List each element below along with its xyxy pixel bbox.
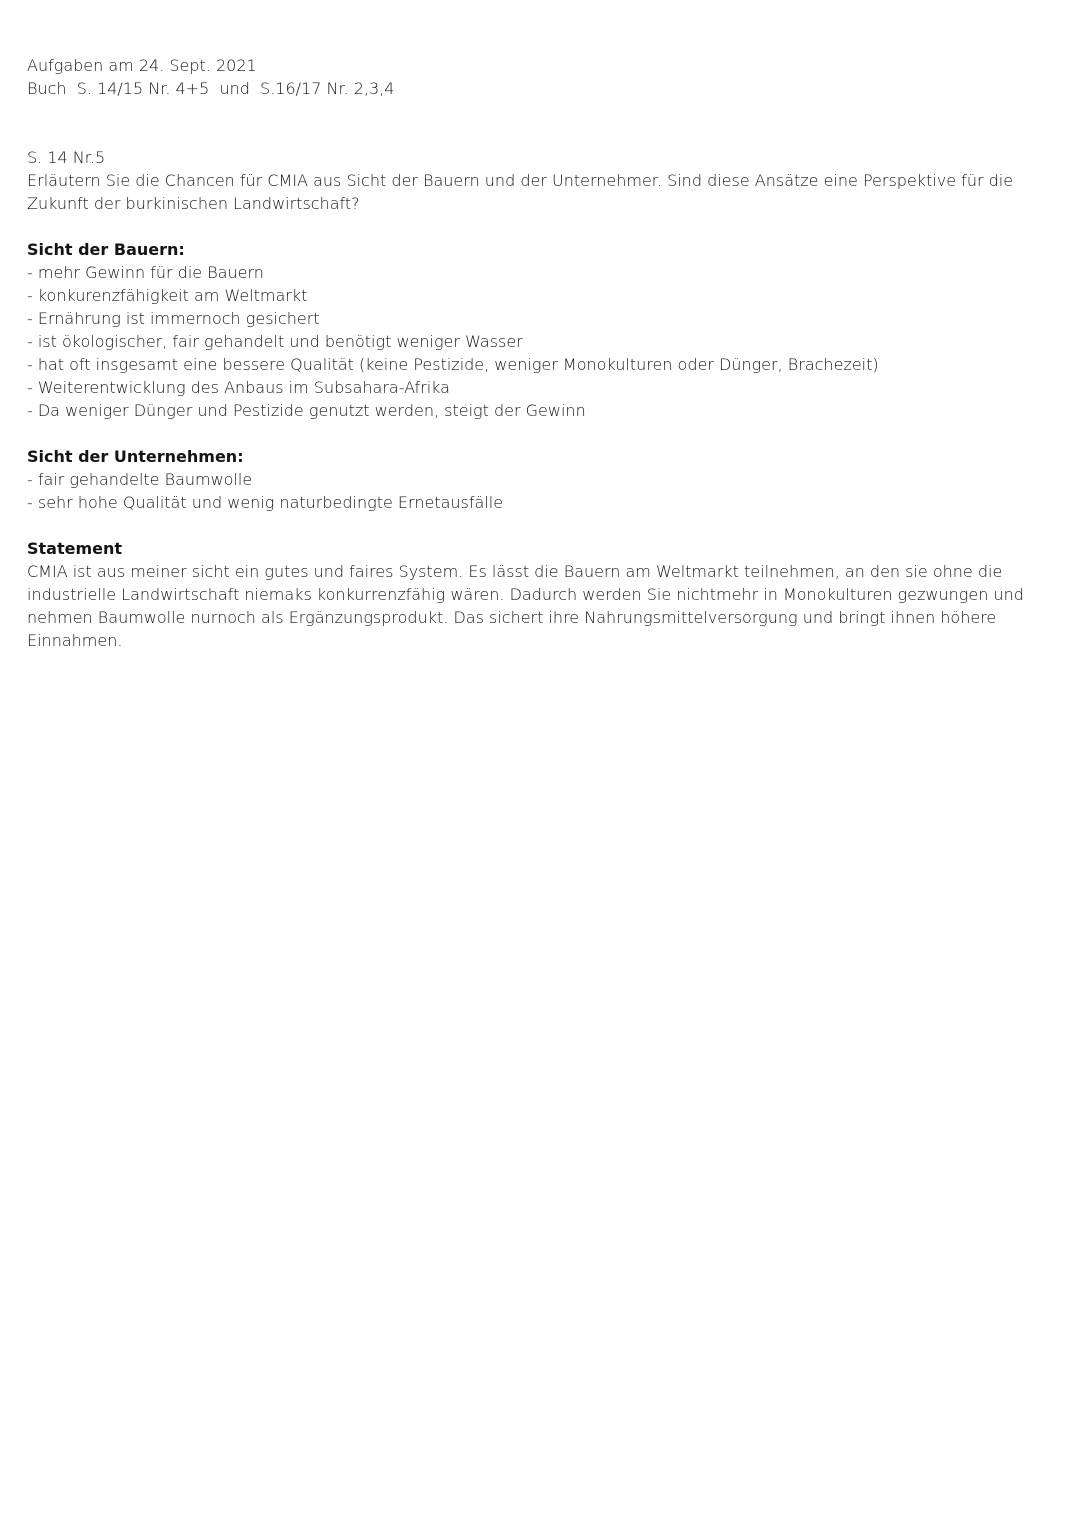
list-item: - mehr Gewinn für die Bauern — [27, 261, 1047, 284]
document-page — [27, 54, 1047, 652]
task-number: S. 14 Nr.5 — [27, 148, 106, 167]
list-item: - sehr hohe Qualität und wenig naturbedingte Ernetausfälle — [27, 491, 1047, 514]
list-item: - hat oft insgesamt eine bessere Qualität (keine Pestizide, weniger Monokulturen oder Dünger, Brachezeit) — [27, 353, 1047, 376]
unternehmen-list — [27, 468, 1047, 514]
list-item: - Da weniger Dünger und Pestizide genutzt werden, steigt der Gewinn — [27, 399, 1047, 422]
section-heading-unternehmen: Sicht der Unternehmen: — [27, 447, 244, 466]
task-question: Erläutern Sie die Chancen für CMIA aus Sicht der Bauern und der Unternehmer. Sind diese Ansätze eine Perspektive für die Zukunft der burkinischen Landwirtschaft? — [27, 171, 1014, 213]
list-item: - Ernährung ist immernoch gesichert — [27, 307, 1047, 330]
section-heading-statement: Statement — [27, 539, 123, 558]
bauern-list — [27, 261, 1047, 422]
statement-text: CMIA ist aus meiner sicht ein gutes und faires System. Es lässt die Bauern am Weltmarkt teilnehmen, an den sie ohne die industrielle Landwirtschaft niemaks konkurrenzfähig wären. Dadurch werden Sie nichtmehr in Monokulturen gezwungen und nehmen Baumwolle nurnoch als Ergänzungsprodukt. Das sichert ihre Nahrungsmittelversorgung und bringt ihnen höhere Einnahmen. — [27, 562, 1024, 650]
list-item: - konkurenzfähigkeit am Weltmarkt — [27, 284, 1047, 307]
list-item: - Weiterentwicklung des Anbaus im Subsahara-Afrika — [27, 376, 1047, 399]
spacer — [27, 215, 1047, 238]
list-item: - ist ökologischer, fair gehandelt und benötigt weniger Wasser — [27, 330, 1047, 353]
book-reference: Buch S. 14/15 Nr. 4+5 und S.16/17 Nr. 2,3,4 — [27, 79, 395, 98]
list-item: - fair gehandelte Baumwolle — [27, 468, 1047, 491]
section-heading-bauern: Sicht der Bauern: — [27, 240, 185, 259]
spacer — [27, 514, 1047, 537]
spacer — [27, 422, 1047, 445]
spacer — [27, 100, 1047, 146]
date-line: Aufgaben am 24. Sept. 2021 — [27, 56, 257, 75]
